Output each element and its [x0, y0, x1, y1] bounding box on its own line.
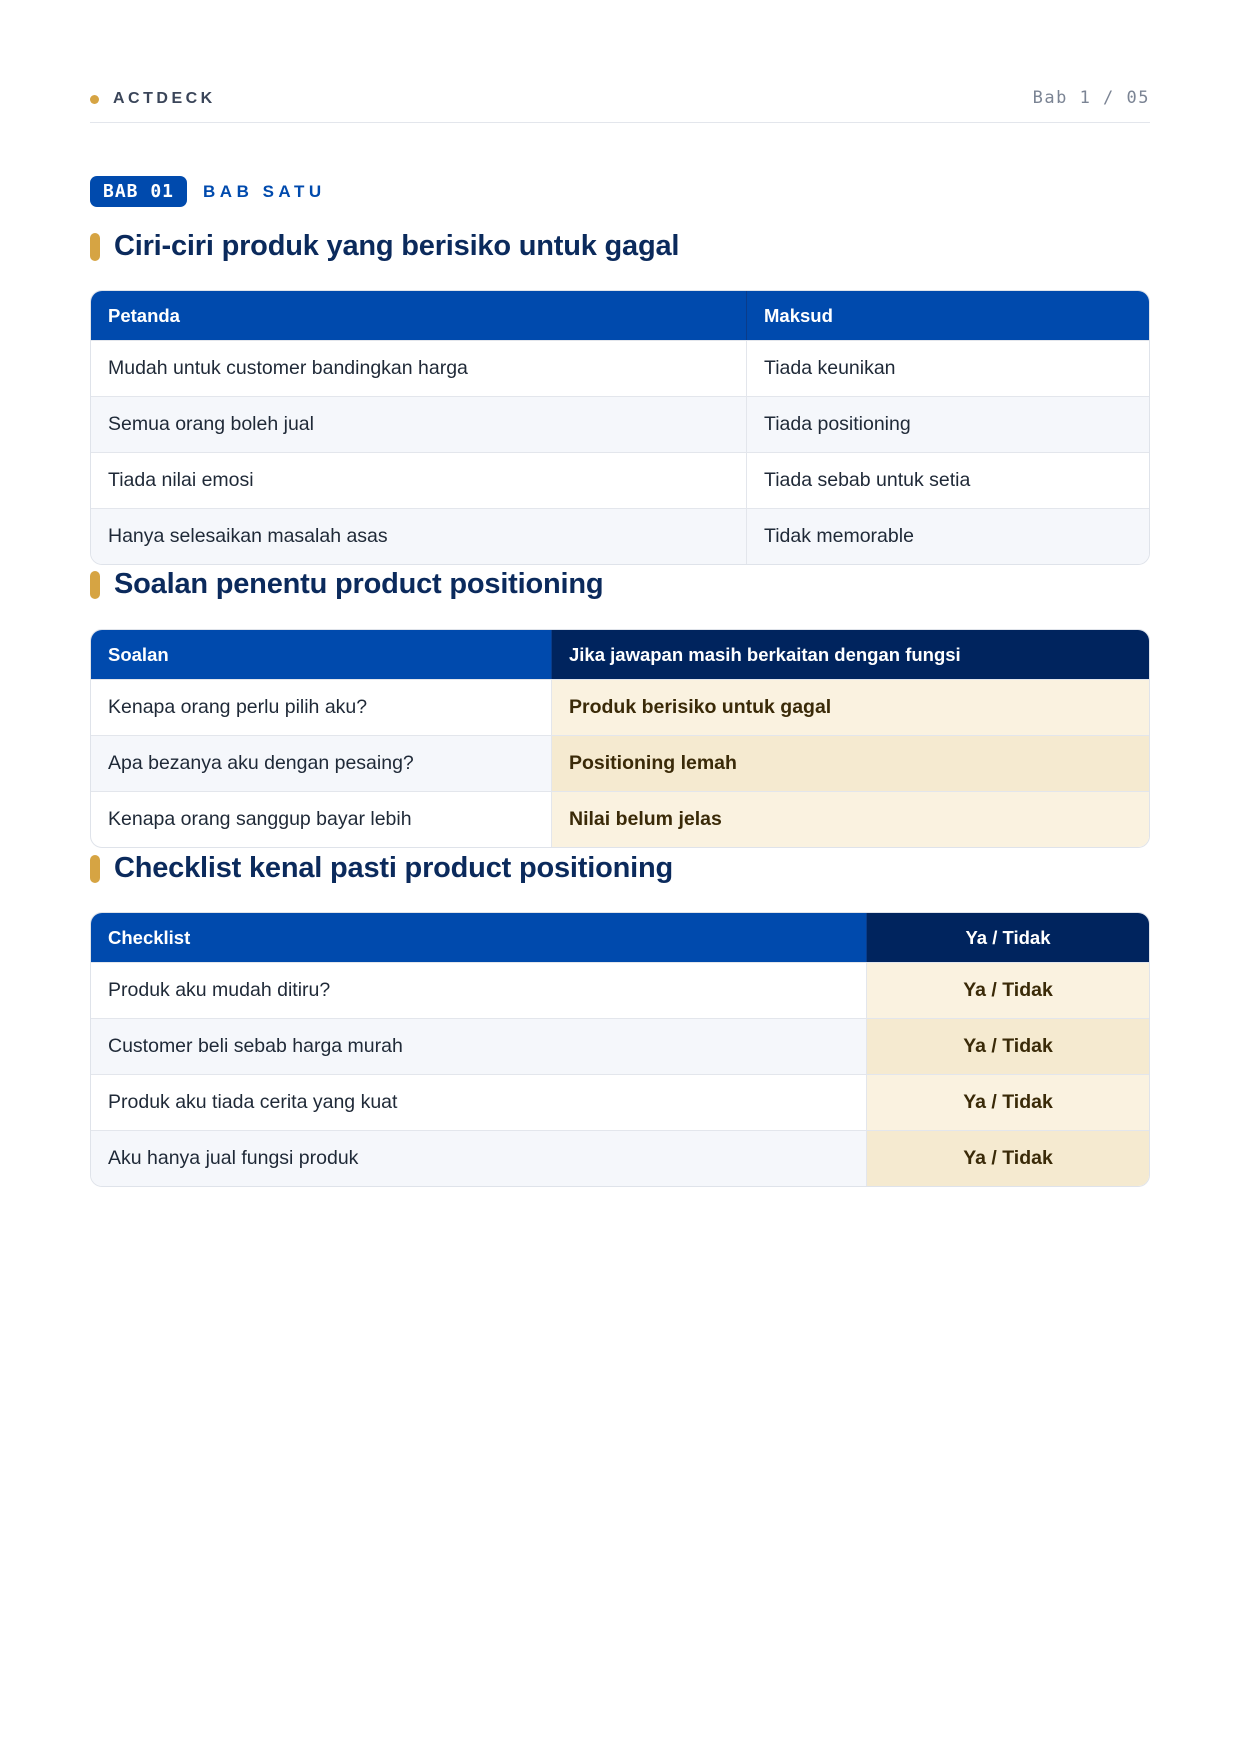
table-cell-highlight: Produk berisiko untuk gagal — [551, 680, 1149, 735]
table-row — [91, 735, 1149, 791]
table-risk-signs — [90, 290, 1150, 565]
table-header-row — [91, 913, 1149, 962]
table-cell-highlight: Positioning lemah — [551, 736, 1149, 791]
table-cell: Mudah untuk customer bandingkan harga — [108, 357, 468, 379]
table-cell: Tiada sebab untuk setia — [746, 453, 1149, 508]
section-title-text: Soalan penentu product positioning — [114, 568, 604, 600]
table-cell: Customer beli sebab harga murah — [91, 1019, 866, 1074]
column-header: Ya / Tidak — [866, 913, 1149, 962]
table-cell: Aku hanya jual fungsi produk — [91, 1131, 866, 1186]
page-counter: Bab 1 / 05 — [1032, 88, 1150, 108]
checklist-answer: Ya / Tidak — [866, 1019, 1149, 1074]
section-title-checklist — [90, 852, 673, 885]
brand-dot-icon — [90, 95, 99, 104]
table-row — [91, 340, 1149, 396]
chapter-badge: BAB 01 — [90, 176, 187, 207]
table-row — [91, 396, 1149, 452]
table-header-row — [91, 291, 1149, 340]
table-positioning-questions — [90, 629, 1150, 848]
table-cell: Produk aku mudah ditiru? — [108, 979, 331, 1001]
section-title-text: Checklist kenal pasti product positioning — [114, 852, 673, 884]
table-cell: Tiada keunikan — [746, 341, 1149, 396]
column-header: Jika jawapan masih berkaitan dengan fungsi — [551, 630, 1149, 679]
brand — [90, 90, 216, 108]
title-bar-icon — [90, 233, 100, 261]
chapter-label: BAB SATU — [203, 181, 326, 201]
table-cell: Kenapa orang perlu pilih aku? — [108, 696, 368, 718]
table-cell: Produk aku tiada cerita yang kuat — [108, 1091, 398, 1113]
checklist-answer: Ya / Tidak — [866, 963, 1149, 1018]
chapter-heading — [90, 176, 326, 207]
table-header-row — [91, 630, 1149, 679]
table-checklist — [90, 912, 1150, 1187]
section-title-text: Ciri-ciri produk yang berisiko untuk gagal — [114, 230, 680, 262]
checklist-answer: Ya / Tidak — [866, 1075, 1149, 1130]
table-cell: Hanya selesaikan masalah asas — [91, 509, 746, 564]
table-row — [91, 508, 1149, 564]
page-header — [90, 86, 1150, 123]
column-header: Checklist — [91, 913, 866, 962]
brand-name: ACTDECK — [113, 90, 216, 107]
table-cell-highlight: Nilai belum jelas — [551, 792, 1149, 847]
table-row — [91, 1074, 1149, 1130]
column-header: Maksud — [746, 291, 1149, 340]
title-bar-icon — [90, 855, 100, 883]
checklist-answer: Ya / Tidak — [866, 1131, 1149, 1186]
table-cell: Semua orang boleh jual — [91, 397, 746, 452]
table-row — [91, 1018, 1149, 1074]
column-header: Soalan — [91, 630, 551, 679]
table-row — [91, 962, 1149, 1018]
table-row — [91, 1130, 1149, 1186]
table-cell: Kenapa orang sanggup bayar lebih — [108, 808, 412, 830]
table-row — [91, 679, 1149, 735]
table-cell: Apa bezanya aku dengan pesaing? — [91, 736, 551, 791]
table-row — [91, 791, 1149, 847]
title-bar-icon — [90, 571, 100, 599]
table-row — [91, 452, 1149, 508]
column-header: Petanda — [91, 291, 746, 340]
table-cell: Tidak memorable — [746, 509, 1149, 564]
section-title-questions — [90, 568, 603, 601]
table-cell: Tiada nilai emosi — [108, 469, 254, 491]
section-title-risk — [90, 230, 679, 263]
table-cell: Tiada positioning — [746, 397, 1149, 452]
